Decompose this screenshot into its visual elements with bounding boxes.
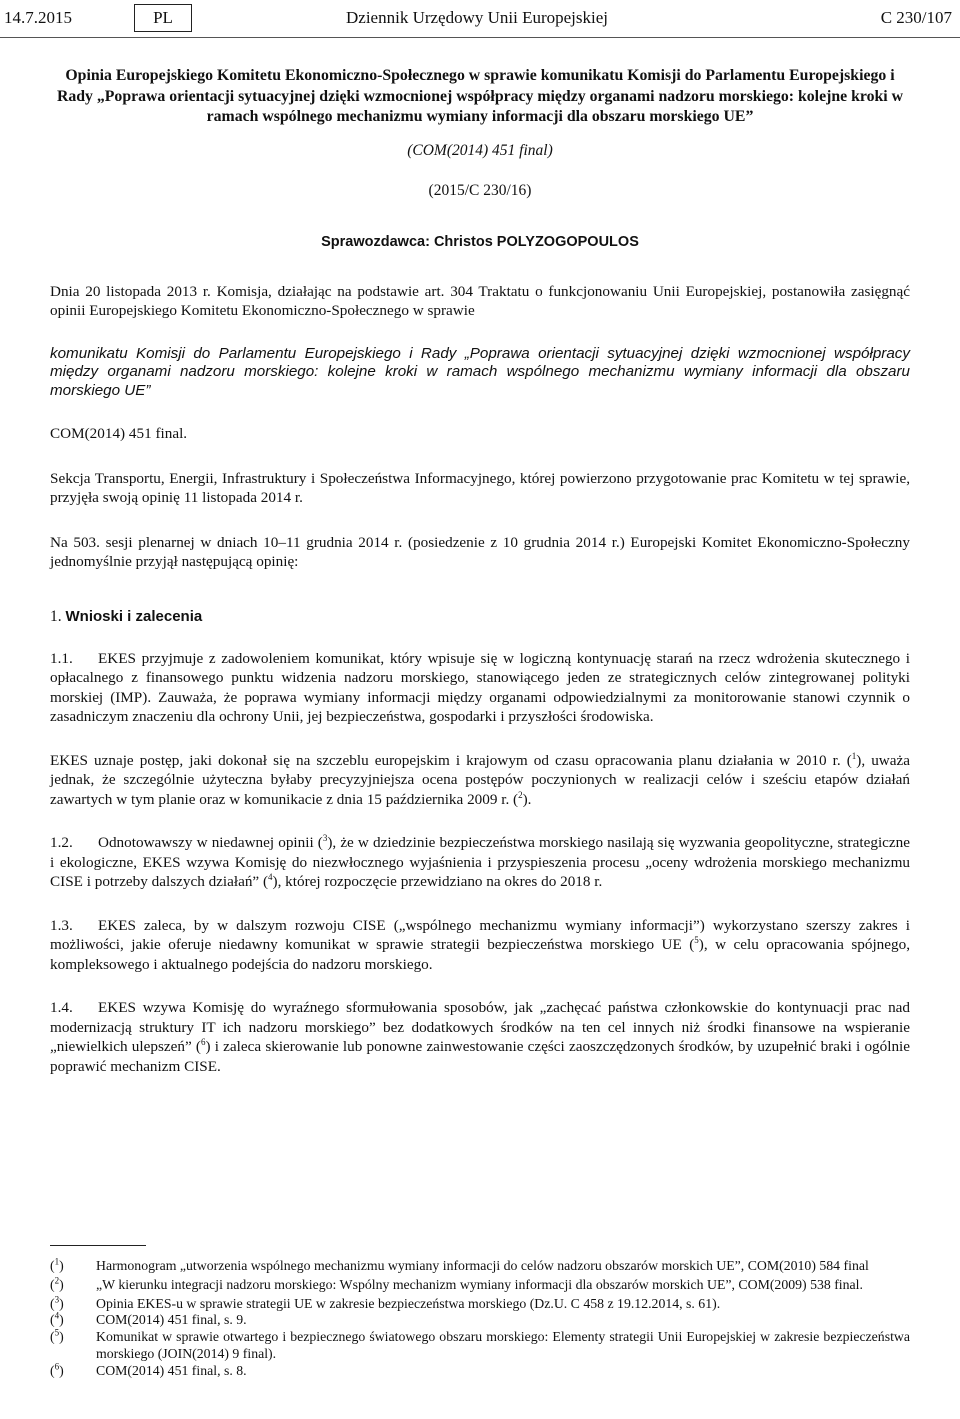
footnote-text: COM(2014) 451 final, s. 9. <box>96 1312 247 1328</box>
footnote: ($^2$) „W kierunku integracji nadzoru morskiego: Wspólny mechanizm wymiany informacji dla obszarów morskich UE”, COM(2009) 538 final. <box>50 1277 910 1294</box>
footnote-number: 2 <box>54 1275 60 1286</box>
paragraph-text: EKES przyjmuje z zadowoleniem komunikat, który wpisuje się w logiczną kontynuację starań na rzecz wdrożenia skutecznego i opłacalnego z finansowego punktu widzenia nadzoru morskiego, stanowiącego jeden ze strategicznych celów zintegrowanej polityki morskiej (IMP). Zauważa, że poprawa wymiany informacji między organami odpowiedzialnymi za monitorowanie stanowi czynnik o zasadniczym znaczeniu dla ochrony Unii, jej bezpieczeństwa, gospodarki i przyszłości środowiska. <box>50 649 910 725</box>
footnote-ref[interactable]: 2 <box>518 789 523 800</box>
footnote-text: „W kierunku integracji nadzoru morskiego: Wspólny mechanizm wymiany informacji dla obszarów morskich UE”, COM(2009) 538 final. <box>96 1276 863 1292</box>
paragraph-number: 1.4. <box>50 999 73 1016</box>
paragraph-number: 1.1. <box>50 649 73 667</box>
paragraph-text: ). <box>522 790 532 808</box>
oj-reference: (2015/C 230/16) <box>428 181 532 199</box>
paragraph-1-2 <box>50 833 910 892</box>
intro-paragraph-1: Dnia 20 listopada 2013 r. Komisja, działając na podstawie art. 304 Traktatu o funkcjonowaniu Unii Europejskiej, postanowiła zasięgnąć opinii Europejskiego Komitetu Ekonomiczno-Społecznego w sprawie <box>50 282 910 319</box>
section-number: 1. <box>50 607 62 625</box>
paragraph-text: ), uważa jednak, że szczególnie użyteczna byłaby precyzyjniejsza ocena postępów poczynionych w realizacji celów i sześciu etapów działań zawartych w tym planie oraz w komunikacie z dnia 15 października 2009 r. ( <box>50 751 910 808</box>
paragraph-text: ), której rozpoczęcie przewidziano na okres do 2018 r. <box>272 873 603 890</box>
paragraph-1-4 <box>50 998 910 1076</box>
intro-paragraph-section: Sekcja Transportu, Energii, Infrastruktury i Społeczeństwa Informacyjnego, której powierzono przygotowanie prac Komitetu w tej sprawie, przyjęła swoją opinię 11 listopada 2014 r. <box>50 469 910 506</box>
footnotes <box>50 1258 910 1380</box>
footnote-number: 1 <box>54 1256 60 1267</box>
paragraph-text: EKES uznaje postęp, jaki dokonał się na szczeblu europejskim i krajowym od czasu opracowania planu działania w 2010 r. ( <box>50 751 852 769</box>
page-reference: C 230/107 <box>880 8 952 27</box>
paragraph-text: ), w celu opracowania spójnego, kompleksowego i aktualnego podejścia do nadzoru morskiego. <box>50 936 910 973</box>
paragraph-number: 1.3. <box>50 916 73 934</box>
paragraph-text: ), że w dziedzinie bezpieczeństwa morskiego nasilają się wyzwania geopolityczne, strategiczne i ekologiczne, EKES wzywa Komisję do niezwłocznego wyjaśnienia i przyspieszenia procesu „oceny wdrożenia morskiego mechanizmu CISE i potrzeby dalszych działań” ( <box>50 834 910 890</box>
document-body <box>50 66 910 1076</box>
footnote-ref[interactable]: 1 <box>851 750 857 761</box>
footnote-number: 4 <box>54 1310 60 1321</box>
paragraph-1-1-continued <box>50 751 910 810</box>
footnote: ($^1$) Harmonogram „utworzenia wspólnego mechanizmu wymiany informacji do celów nadzoru obszarów morskich UE”, COM(2010) 584 final <box>50 1258 910 1275</box>
section-title: Wnioski i zalecenia <box>65 607 203 625</box>
paragraph-1-3 <box>50 916 910 975</box>
paragraph-text: EKES wzywa Komisję do wyraźnego sformułowania sposobów, jak „zachęcać państwa członkowskie do kontynuacji prac nad modernizacją struktury IT ich nadzoru morskiego” bez dodatkowych środków na ten cel innych niż środki finansowe na wspieranie „niewielkich ulepszeń” ( <box>50 999 910 1055</box>
footnote-number: 5 <box>54 1327 60 1338</box>
intro-paragraph-communication: komunikatu Komisji do Parlamentu Europejskiego i Rady „Poprawa orientacji sytuacyjnej dzięki wzmocnionej współpracy między organami nadzoru morskiego: kolejne kroki w ramach wspólnego mechanizmu wymiany informacji dla obszaru morskiego UE” <box>50 344 910 399</box>
paragraph-1-1 <box>50 649 910 727</box>
footnote: ($^6$) COM(2014) 451 final, s. 8. <box>50 1363 910 1380</box>
paragraph-text: Odnotowawszy w niedawnej opinii ( <box>98 834 323 851</box>
intro-paragraph-com: COM(2014) 451 final. <box>50 425 188 442</box>
rapporteur: Sprawozdawca: Christos POLYZOGOPOULOS <box>321 233 639 250</box>
document-title: Opinia Europejskiego Komitetu Ekonomiczno-Społecznego w sprawie komunikatu Komisji do Parlamentu Europejskiego i Rady „Poprawa orientacji sytuacyjnej dzięki wzmocnionej współpracy między organami nadzoru morskiego: kolejne kroki w ramach wspólnego mechanizmu wymiany informacji dla obszaru morskiego UE” <box>56 67 904 125</box>
section-heading <box>50 608 910 626</box>
intro-paragraph-plenary: Na 503. sesji plenarnej w dniach 10–11 grudnia 2014 r. (posiedzenie z 10 grudnia 2014 r.) Europejski Komitet Ekonomiczno-Społeczny jednomyślnie przyjął następującą opinię: <box>50 533 910 570</box>
page-header <box>0 0 960 38</box>
paragraph-text: EKES zaleca, by w dalszym rozwoju CISE („wspólnego mechanizmu wymiany informacji”) wykorzystano szerszy zakres i możliwości, jakie oferuje niedawny komunikat w sprawie strategii bezpieczeństwa morskiego UE ( <box>50 916 910 953</box>
footnote-ref[interactable]: 4 <box>268 871 273 882</box>
footnote-text: COM(2014) 451 final, s. 8. <box>96 1362 247 1378</box>
footnote-ref[interactable]: 5 <box>694 934 699 945</box>
header-divider <box>0 37 960 38</box>
footnote: ($^4$) COM(2014) 451 final, s. 9. <box>50 1312 910 1329</box>
footnote: ($^5$) Komunikat w sprawie otwartego i bezpiecznego światowego obszaru morskiego: Elementy strategii Unii Europejskiej w zakresie bezpieczeństwa morskiego (JOIN(2014) 9 final). <box>50 1327 910 1361</box>
footnote-ref[interactable]: 3 <box>322 832 328 843</box>
footnote-number: 6 <box>54 1361 60 1372</box>
footnote-divider <box>50 1245 146 1246</box>
footnote-text: Harmonogram „utworzenia wspólnego mechanizmu wymiany informacji do celów nadzoru obszarów morskich UE”, COM(2010) 584 final <box>96 1258 869 1273</box>
footnote-number: 3 <box>54 1294 60 1304</box>
com-reference: (COM(2014) 451 final) <box>407 141 553 159</box>
paragraph-number: 1.2. <box>50 834 73 851</box>
footnote-ref[interactable]: 6 <box>200 1036 206 1047</box>
language-badge: PL <box>134 4 192 32</box>
paragraph-text: ) i zaleca skierowanie lub ponowne zainwestowanie części zaoszczędzonych środków, by uzupełnić braki i ogólnie poprawić mechanizm CISE. <box>50 1038 910 1075</box>
journal-title: Dziennik Urzędowy Unii Europejskiej <box>346 8 609 27</box>
footnote-text: Komunikat w sprawie otwartego i bezpiecznego światowego obszaru morskiego: Elementy strategii Unii Europejskiej w zakresie bezpieczeństwa morskiego (JOIN(2014) 9 final). <box>96 1329 910 1361</box>
footnote-text: Opinia EKES-u w sprawie strategii UE w zakresie bezpieczeństwa morskiego (Dz.U. C 458 z 19.12.2014, s. 61). <box>96 1295 721 1311</box>
publication-date: 14.7.2015 <box>4 8 72 27</box>
footnote: ($^3$) Opinia EKES-u w sprawie strategii UE w zakresie bezpieczeństwa morskiego (Dz.U. C 458 z 19.12.2014, s. 61). <box>50 1296 910 1313</box>
